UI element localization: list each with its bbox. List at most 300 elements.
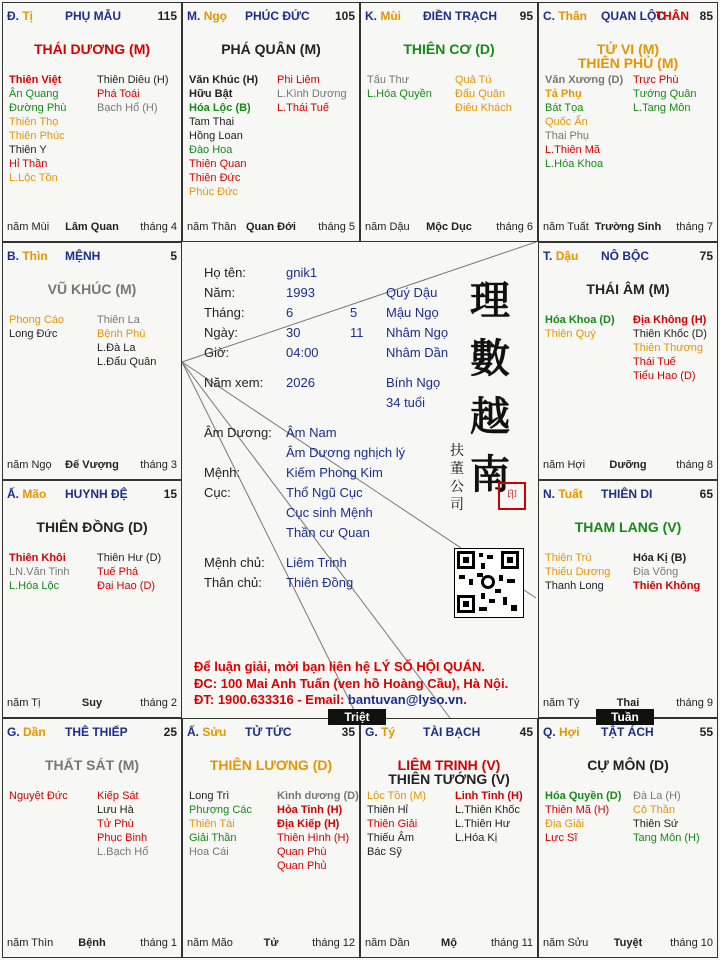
- palace-name: TÀI BẠCH: [423, 725, 481, 739]
- palace-name: QUAN LỘC: [601, 9, 665, 23]
- menhchu-label: Mệnh chủ:: [204, 555, 265, 570]
- logo-small-char: 司: [450, 497, 464, 513]
- palace-month: tháng 12: [312, 937, 355, 949]
- palace-cycle: Lâm Quan: [65, 221, 119, 233]
- star-item: Long Trì: [189, 790, 230, 802]
- gio-label: Giờ:: [204, 345, 230, 360]
- star-item: Hoa Cái: [189, 846, 229, 858]
- star-item: Tam Thai: [189, 116, 235, 128]
- star-item: Hóa Khoa (D): [545, 314, 615, 326]
- namxem-canchi: Bính Ngọ: [386, 375, 441, 390]
- palace-number: 75: [699, 249, 713, 263]
- main-star: THIÊN TƯỚNG (V): [388, 771, 510, 787]
- nam-label: Năm:: [204, 285, 236, 300]
- star-item: Lưu Hà: [97, 804, 134, 816]
- palace-header: [365, 9, 533, 25]
- left-stars: [545, 313, 615, 341]
- branch-name: Dậu: [555, 249, 579, 263]
- star-item: LN.Văn Tinh: [9, 566, 70, 578]
- ho-ten-label: Họ tên:: [204, 265, 246, 280]
- star-item: Hóa Kị (B): [633, 552, 687, 564]
- palace-name: NÔ BỘC: [601, 249, 649, 263]
- logo-small-char: 扶: [450, 443, 464, 459]
- cuc-value: Thổ Ngũ Cục: [286, 485, 363, 500]
- star-item: Hóa Quyền (D): [545, 790, 622, 802]
- palace-thin[interactable]: [2, 242, 182, 480]
- palace-ty[interactable]: [360, 718, 538, 958]
- star-item: Thiên Sứ: [633, 818, 679, 830]
- palace-cycle: Dưỡng: [609, 459, 647, 471]
- star-item: Bạch Hổ (H): [97, 102, 158, 114]
- menhchu-value: Liêm Trinh: [286, 555, 347, 570]
- palace-month: tháng 5: [318, 221, 355, 233]
- star-item: Thiên Diêu (H): [97, 74, 169, 86]
- star-item: L.Thiên Khốc: [455, 804, 520, 816]
- branch-name: Ngọ: [203, 9, 228, 23]
- thanchu-value: Thiên Đồng: [286, 575, 354, 590]
- star-item: Đại Hao (D): [97, 580, 156, 592]
- ho-ten-value: gnik1: [286, 265, 318, 280]
- star-item: Ân Quang: [9, 88, 59, 100]
- star-item: Hồng Loan: [189, 130, 243, 142]
- palace-cycle: Tuyệt: [613, 937, 643, 949]
- star-item: L.Hóa Lộc: [9, 580, 60, 592]
- contact-end: .: [463, 692, 467, 707]
- palace-month: tháng 7: [676, 221, 713, 233]
- palace-month: tháng 1: [140, 937, 177, 949]
- branch-prefix: G.: [365, 725, 378, 739]
- palace-cycle: Thai: [616, 697, 640, 709]
- star-item: Kiếp Sát: [97, 790, 139, 802]
- star-item: L.Hóa Kị: [455, 832, 498, 844]
- branch-prefix: N.: [543, 487, 555, 501]
- palace-branch: [7, 249, 48, 263]
- main-star: THIÊN PHỦ (M): [577, 55, 679, 71]
- right-stars: [97, 789, 148, 859]
- main-star: PHÁ QUÂN (M): [221, 41, 321, 57]
- star-item: Thiên Việt: [9, 74, 62, 86]
- ngay-label: Ngày:: [204, 325, 238, 340]
- palace-name: TỬ TỨC: [245, 725, 292, 739]
- star-item: Hữu Bật: [189, 88, 233, 100]
- palace-year: năm Hợi: [543, 459, 586, 471]
- palace-ngo[interactable]: [182, 2, 360, 242]
- palace-name: PHÚC ĐỨC: [245, 9, 310, 23]
- star-item: Thiên Đức: [189, 172, 241, 184]
- right-stars: [277, 73, 347, 115]
- contact-email-link[interactable]: bantuvan@lyso.vn: [347, 692, 464, 707]
- tuan-tag: Tuần: [596, 709, 654, 725]
- left-stars: [9, 789, 68, 803]
- star-item: Lực Sĩ: [545, 832, 578, 844]
- palace-number: 115: [157, 9, 177, 23]
- left-stars: [367, 73, 432, 101]
- palace-footer: [543, 937, 713, 951]
- star-item: Đẩu Quân: [455, 88, 506, 100]
- cuc-note: Cục sinh Mệnh: [286, 505, 373, 520]
- palace-than[interactable]: [538, 2, 718, 242]
- star-item: Quốc Ấn: [545, 116, 588, 128]
- palace-tuat[interactable]: [538, 480, 718, 718]
- palace-number: 95: [519, 9, 533, 23]
- star-item: Địa Giải: [545, 818, 585, 830]
- palace-footer: [7, 937, 177, 951]
- left-stars: [545, 789, 621, 845]
- palace-name: PHỤ MẪU: [65, 9, 121, 23]
- star-item: Thiên Mã (H): [545, 804, 610, 816]
- star-item: Thiên Quan: [189, 158, 247, 170]
- right-stars: [455, 789, 523, 845]
- palace-branch: [7, 487, 46, 501]
- left-stars: [9, 73, 66, 185]
- left-stars: [189, 73, 258, 199]
- palace-branch: [365, 725, 395, 739]
- palace-header: [7, 9, 177, 25]
- right-stars: [97, 73, 169, 115]
- main-star: THẤT SÁT (M): [44, 757, 140, 773]
- branch-prefix: Ấ.: [7, 487, 19, 501]
- logo-big-text: [470, 272, 530, 504]
- star-item: Linh Tinh (H): [455, 790, 523, 802]
- palace-name: TẬT ÁCH: [601, 725, 654, 739]
- palace-ti[interactable]: [2, 2, 182, 242]
- palace-number: 15: [163, 487, 177, 501]
- palace-month: tháng 9: [676, 697, 713, 709]
- palace-footer: [365, 221, 533, 235]
- star-item: Thiên Phúc: [9, 130, 65, 142]
- star-item: Phá Toái: [97, 88, 140, 100]
- palace-header: [187, 725, 355, 741]
- logo-char: 越: [470, 393, 510, 440]
- contact-phone: ĐT: 1900.633316 - Email:: [194, 692, 348, 707]
- palace-name: THIÊN DI: [601, 487, 653, 501]
- star-item: Thiên Thương: [633, 342, 704, 354]
- palace-year: năm Ngọ: [7, 459, 52, 471]
- palace-number: 5: [170, 249, 177, 263]
- star-item: Điếu Khách: [455, 102, 512, 114]
- star-item: Giải Thần: [189, 832, 237, 844]
- thanchu-label: Thân chủ:: [204, 575, 262, 590]
- star-item: L.Lộc Tồn: [9, 172, 58, 184]
- amduong-value: Âm Nam: [286, 425, 337, 440]
- palace-cycle: Trường Sinh: [594, 221, 662, 233]
- ngay-canchi: Nhâm Ngọ: [386, 325, 449, 340]
- palace-branch: [7, 725, 46, 739]
- palace-number: 105: [334, 9, 355, 23]
- star-item: L.Kình Dương: [277, 88, 347, 100]
- star-item: Thái Tuế: [633, 356, 676, 368]
- palace-mao[interactable]: [2, 480, 182, 718]
- palace-footer: [365, 937, 533, 951]
- star-item: Hỏa Tinh (H): [277, 804, 343, 816]
- star-item: L.Đà La: [97, 342, 136, 354]
- branch-name: Sửu: [202, 725, 227, 739]
- star-item: Quả Tú: [455, 74, 492, 86]
- palace-footer: [7, 697, 177, 711]
- palace-year: năm Thân: [187, 221, 237, 233]
- horoscope-chart: [2, 2, 718, 958]
- star-item: Bát Tọa: [545, 102, 584, 114]
- main-star: VŨ KHÚC (M): [47, 281, 137, 297]
- contact-address: ĐC: 100 Mai Anh Tuấn (ven hồ Hoàng Cầu), Hà Nội.: [194, 676, 509, 691]
- palace-footer: [7, 459, 177, 473]
- main-star: THIÊN LƯƠNG (D): [209, 757, 333, 773]
- palace-cycle: Quan Đới: [246, 221, 296, 233]
- palace-mui[interactable]: [360, 2, 538, 242]
- palace-cycle: Suy: [81, 697, 103, 709]
- branch-prefix: C.: [543, 9, 555, 23]
- palace-branch: [187, 725, 226, 739]
- palace-year: năm Tị: [7, 697, 41, 709]
- cuc-label: Cục:: [204, 485, 231, 500]
- palace-year: năm Thìn: [7, 937, 54, 949]
- palace-branch: [543, 725, 580, 739]
- palace-month: tháng 6: [496, 221, 533, 233]
- palace-header: [7, 487, 177, 503]
- star-item: Tuế Phá: [97, 566, 139, 578]
- star-item: Nguyệt Đức: [9, 790, 68, 802]
- palace-year: năm Tý: [543, 697, 580, 709]
- star-item: Phục Binh: [97, 832, 148, 844]
- palace-month: tháng 2: [140, 697, 177, 709]
- palace-number: 45: [519, 725, 533, 739]
- star-item: L.Tang Môn: [633, 102, 691, 114]
- star-item: Tướng Quân: [633, 88, 697, 100]
- palace-year: năm Tuất: [543, 221, 589, 233]
- star-item: Thiên Hỉ: [367, 804, 408, 816]
- palace-footer: [187, 221, 355, 235]
- star-item: Văn Khúc (H): [189, 74, 259, 86]
- star-item: L.Hóa Quyền: [367, 88, 432, 100]
- right-stars: [97, 313, 156, 369]
- star-item: Địa Võng: [633, 566, 679, 578]
- star-item: Thiên Không: [633, 580, 701, 592]
- palace-dau[interactable]: [538, 242, 718, 480]
- star-item: Thiên Hư (D): [97, 552, 162, 564]
- palace-footer: [187, 937, 355, 951]
- branch-name: Hợi: [559, 725, 580, 739]
- star-item: L.Thiên Mã: [545, 144, 601, 156]
- palace-year: năm Dậu: [365, 221, 410, 233]
- palace-branch: [543, 249, 578, 263]
- palace-branch: [365, 9, 401, 23]
- palace-footer: [7, 221, 177, 235]
- star-item: Địa Kiếp (H): [277, 818, 340, 830]
- palace-number: 35: [341, 725, 355, 739]
- thang-am: 5: [350, 305, 358, 320]
- branch-prefix: B.: [7, 249, 19, 263]
- star-item: Long Đức: [9, 328, 58, 340]
- branch-prefix: T.: [543, 249, 553, 263]
- palace-cycle: Đế Vượng: [65, 459, 119, 471]
- palace-number: 65: [699, 487, 713, 501]
- right-stars: [633, 551, 700, 593]
- star-item: Phúc Đức: [189, 186, 238, 198]
- palace-month: tháng 3: [140, 459, 177, 471]
- star-item: Tử Phù: [97, 818, 134, 830]
- main-star: THÁI DƯƠNG (M): [33, 41, 151, 57]
- palace-header: [7, 725, 177, 741]
- palace-cycle: Bệnh: [78, 937, 106, 949]
- palace-year: năm Mão: [187, 937, 233, 949]
- star-item: Lộc Tồn (M): [367, 790, 427, 802]
- star-item: Địa Không (H): [633, 314, 707, 326]
- logo-char: 理: [470, 277, 510, 324]
- star-item: Thiên Y: [9, 144, 47, 156]
- star-item: Đà La (H): [633, 790, 681, 802]
- right-stars: [633, 313, 707, 383]
- qr-code[interactable]: [454, 548, 524, 618]
- branch-name: Tuất: [558, 487, 583, 501]
- main-star: CỰ MÔN (D): [587, 757, 669, 773]
- palace-suu[interactable]: [182, 718, 360, 958]
- palace-branch: [543, 487, 583, 501]
- palace-header: [7, 249, 177, 265]
- star-item: L.Đẩu Quân: [97, 356, 157, 368]
- contact-line-1: Để luận giải, mời bạn liên hệ LÝ SỐ HỘI QUÁN.: [194, 659, 485, 674]
- star-item: Thiên Khôi: [9, 552, 66, 564]
- main-star: THAM LANG (V): [574, 519, 682, 535]
- nam-canchi: Quý Dậu: [386, 285, 438, 300]
- palace-number: 55: [699, 725, 713, 739]
- red-seal-stamp: 印: [498, 482, 526, 510]
- palace-header: [543, 9, 713, 25]
- main-star: TỬ VI (M): [596, 41, 660, 57]
- thang-canchi: Mậu Ngọ: [386, 305, 439, 320]
- branch-name: Dần: [23, 725, 46, 739]
- star-item: Hóa Lộc (B): [189, 102, 251, 114]
- palace-cycle: Mộc Dục: [426, 221, 472, 233]
- star-item: Bác Sỹ: [367, 846, 402, 858]
- star-item: Đào Hoa: [189, 144, 233, 156]
- palace-header: [365, 725, 533, 741]
- palace-hoi[interactable]: [538, 718, 718, 958]
- star-item: L.Bạch Hổ: [97, 846, 149, 858]
- palace-month: tháng 10: [670, 937, 713, 949]
- branch-name: Mão: [22, 487, 47, 501]
- palace-branch: [187, 9, 227, 23]
- right-stars: [455, 73, 512, 115]
- star-item: Trực Phù: [633, 74, 679, 86]
- than-marker: THÂN: [655, 9, 689, 23]
- amduong-note: Âm Dương nghịch lý: [286, 445, 406, 460]
- left-stars: [189, 789, 252, 859]
- star-item: Tiểu Hao (D): [633, 370, 696, 382]
- star-item: Hỉ Thần: [9, 158, 48, 170]
- palace-number: 25: [163, 725, 177, 739]
- right-stars: [277, 789, 359, 873]
- star-item: Thiên Giải: [367, 818, 418, 830]
- logo-char: 數: [470, 335, 510, 382]
- branch-prefix: K.: [365, 9, 377, 23]
- left-stars: [9, 313, 64, 341]
- star-item: Thiên Khốc (D): [633, 328, 707, 340]
- palace-month: tháng 11: [490, 937, 533, 949]
- star-item: L.Hóa Khoa: [545, 158, 604, 170]
- left-stars: [545, 551, 610, 593]
- palace-name: THÊ THIẾP: [65, 725, 128, 739]
- star-item: Quan Phủ: [277, 860, 327, 872]
- star-item: Bệnh Phù: [97, 328, 146, 340]
- main-star: LIÊM TRINH (V): [397, 757, 501, 773]
- contact-phone-email: [194, 692, 467, 707]
- ngay-am: 11: [350, 325, 364, 340]
- branch-prefix: G.: [7, 725, 20, 739]
- logo-small-char: 董: [450, 461, 464, 477]
- palace-name: HUYNH ĐỆ: [65, 487, 128, 501]
- palace-year: năm Mùi: [7, 221, 50, 233]
- palace-month: tháng 4: [140, 221, 177, 233]
- palace-footer: [543, 459, 713, 473]
- star-item: Tấu Thư: [367, 74, 410, 86]
- namxem-label: Năm xem:: [204, 375, 264, 390]
- ngay-value: 30: [286, 325, 301, 340]
- star-item: Phong Cáo: [9, 314, 65, 326]
- left-stars: [367, 789, 426, 859]
- star-item: Thiên Quý: [545, 328, 596, 340]
- palace-cycle: Mộ: [441, 937, 457, 949]
- amduong-label: Âm Dương:: [204, 425, 272, 440]
- triet-tag: Triệt: [328, 709, 386, 725]
- cuc-note-2: Thần cư Quan: [286, 525, 370, 540]
- star-item: Cô Thần: [633, 804, 675, 816]
- star-item: Thiên Tài: [189, 818, 235, 830]
- right-stars: [97, 551, 161, 593]
- right-stars: [633, 789, 700, 845]
- palace-header: [543, 249, 713, 265]
- palace-year: năm Sửu: [543, 937, 589, 949]
- star-item: Đường Phù: [9, 102, 67, 114]
- star-item: Thanh Long: [545, 580, 604, 592]
- palace-name: MỆNH: [65, 249, 101, 263]
- logo-small-text: [450, 442, 468, 514]
- star-item: L.Thái Tuế: [277, 102, 329, 114]
- star-item: Thiếu Dương: [545, 566, 611, 578]
- main-star: THÁI ÂM (M): [586, 281, 670, 297]
- branch-name: Tị: [22, 9, 34, 23]
- branch-prefix: Q.: [543, 725, 556, 739]
- palace-header: [187, 9, 355, 25]
- branch-name: Thân: [558, 9, 588, 23]
- palace-branch: [543, 9, 587, 23]
- branch-name: Tý: [381, 725, 396, 739]
- star-item: Kình dương (D): [277, 790, 359, 802]
- logo-char: 南: [470, 451, 510, 498]
- palace-number: 85: [699, 9, 713, 23]
- star-item: Tang Môn (H): [633, 832, 700, 844]
- tuoi-value: 34 tuổi: [386, 395, 426, 410]
- star-item: Phi Liêm: [277, 74, 320, 86]
- logo-small-char: 公: [450, 479, 464, 495]
- star-item: Phượng Các: [189, 804, 252, 816]
- palace-header: [543, 487, 713, 503]
- star-item: Quan Phù: [277, 846, 327, 858]
- palace-header: [543, 725, 713, 741]
- palace-dan[interactable]: [2, 718, 182, 958]
- palace-footer: [543, 221, 713, 235]
- star-item: Thai Phụ: [545, 130, 590, 142]
- namxem-value: 2026: [286, 375, 315, 390]
- star-item: Thiếu Âm: [367, 832, 415, 844]
- menh-label: Mệnh:: [204, 465, 241, 480]
- branch-name: Mùi: [380, 9, 402, 23]
- gio-value: 04:00: [286, 345, 319, 360]
- palace-month: tháng 8: [676, 459, 713, 471]
- thang-label: Tháng:: [204, 305, 245, 320]
- star-item: Thiên Thọ: [9, 116, 59, 128]
- calligraphy-logo: [450, 272, 542, 542]
- main-star: THIÊN CƠ (D): [403, 41, 495, 57]
